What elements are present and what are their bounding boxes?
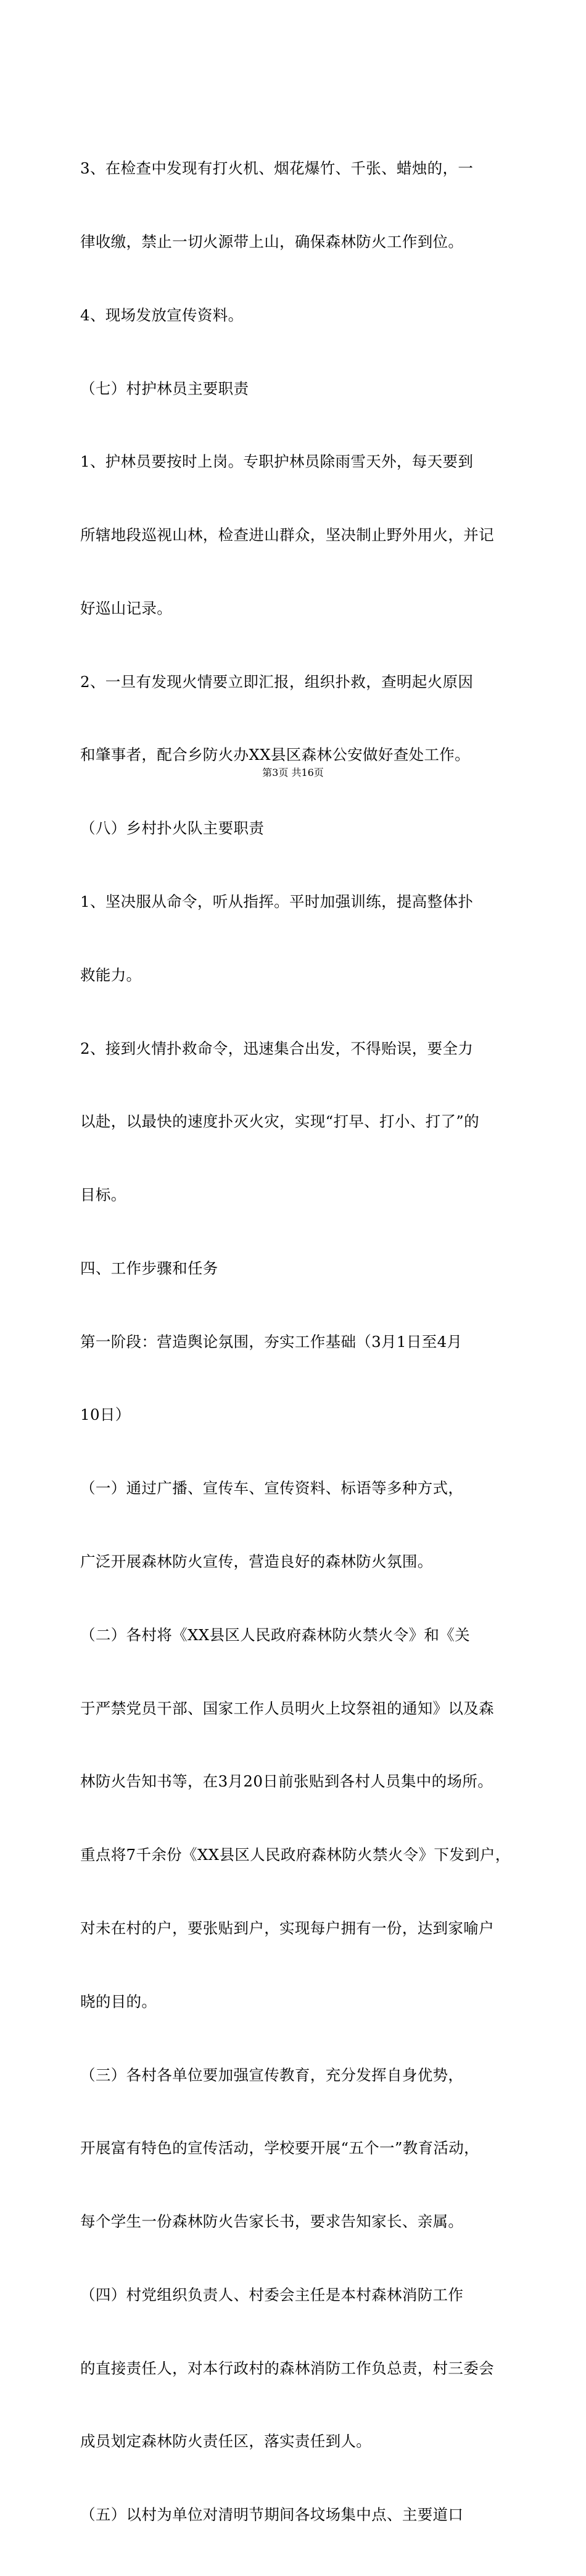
text-line: 3、在检查中发现有打火机、烟花爆竹、千张、蜡烛的，一 (80, 159, 474, 178)
document-text (80, 107, 512, 2576)
text-line: 救能力。 (80, 965, 142, 984)
text-line: 4、现场发放宣传资料。 (80, 306, 244, 324)
text-line: 和肇事者，配合乡防火办XX县区森林公安做好查处工作。 (80, 746, 470, 764)
text-line: 第一阶段：营造舆论氛围，夯实工作基础（3月1日至4月 (80, 1332, 463, 1351)
text-line: 目标。 (80, 1186, 126, 1204)
text-line: （二）各村将《XX县区人民政府森林防火禁火令》和《关 (80, 1625, 470, 1644)
text-line: 2、接到火情扑救命令，迅速集合出发，不得贻误，要全力 (80, 1039, 474, 1057)
text-line: （三）各村各单位要加强宣传教育，充分发挥自身优势， (80, 2065, 464, 2084)
text-line: 1、坚决服从命令，听从指挥。平时加强训练，提高整体扑 (80, 893, 474, 911)
text-line: 好巡山记录。 (80, 599, 173, 617)
text-line: 广泛开展森林防火宣传，营造良好的森林防火氛围。 (80, 1553, 433, 1571)
section-heading: （八）乡村扑火队主要职责 (80, 819, 265, 838)
page-number-footer: 第3页 共16页 (262, 767, 324, 778)
text-line: 律收缴，禁止一切火源带上山，确保森林防火工作到位。 (80, 232, 464, 251)
text-line: 开展富有特色的宣传活动，学校要开展“五个一”教育活动， (80, 2139, 479, 2157)
text-line: 成员划定森林防火责任区，落实责任到人。 (80, 2432, 372, 2451)
text-line: （四）村党组织负责人、村委会主任是本村森林消防工作 (80, 2285, 464, 2304)
text-line: 每个学生一份森林防火告家长书，要求告知家长、亲属。 (80, 2212, 464, 2231)
text-line: 对未在村的户，要张贴到户，实现每户拥有一份，达到家喻户 (80, 1919, 494, 1937)
text-line: 1、护林员要按时上岗。专职护林员除雨雪天外，每天要到 (80, 452, 474, 471)
text-line: （五）以村为单位对清明节期间各坟场集中点、主要道口 (80, 2506, 464, 2524)
text-line: 的直接责任人，对本行政村的森林消防工作负总责，村三委会 (80, 2359, 494, 2377)
text-line: 晓的目的。 (80, 1992, 157, 2011)
text-line: 于严禁党员干部、国家工作人员明火上坟祭祖的通知》以及森 (80, 1699, 494, 1717)
text-line: 10日） (80, 1406, 131, 1424)
text-line: 所辖地段巡视山林，检查进山群众，坚决制止野外用火，并记 (80, 526, 494, 544)
text-line: 以赴，以最快的速度扑灭火灾，实现“打早、打小、打了”的 (80, 1112, 479, 1131)
section-heading: （七）村护林员主要职责 (80, 379, 249, 398)
text-line: 林防火告知书等，在3月20日前张贴到各村人员集中的场所。 (80, 1772, 493, 1791)
text-line: 2、一旦有发现火情要立即汇报，组织扑救，查明起火原因 (80, 672, 474, 691)
text-line: （一）通过广播、宣传车、宣传资料、标语等多种方式， (80, 1479, 464, 1498)
text-line: 重点将7千余份《XX县区人民政府森林防火禁火令》下发到户， (80, 1846, 511, 1864)
document-body (80, 107, 512, 2576)
section-heading: 四、工作步骤和任务 (80, 1259, 218, 1277)
